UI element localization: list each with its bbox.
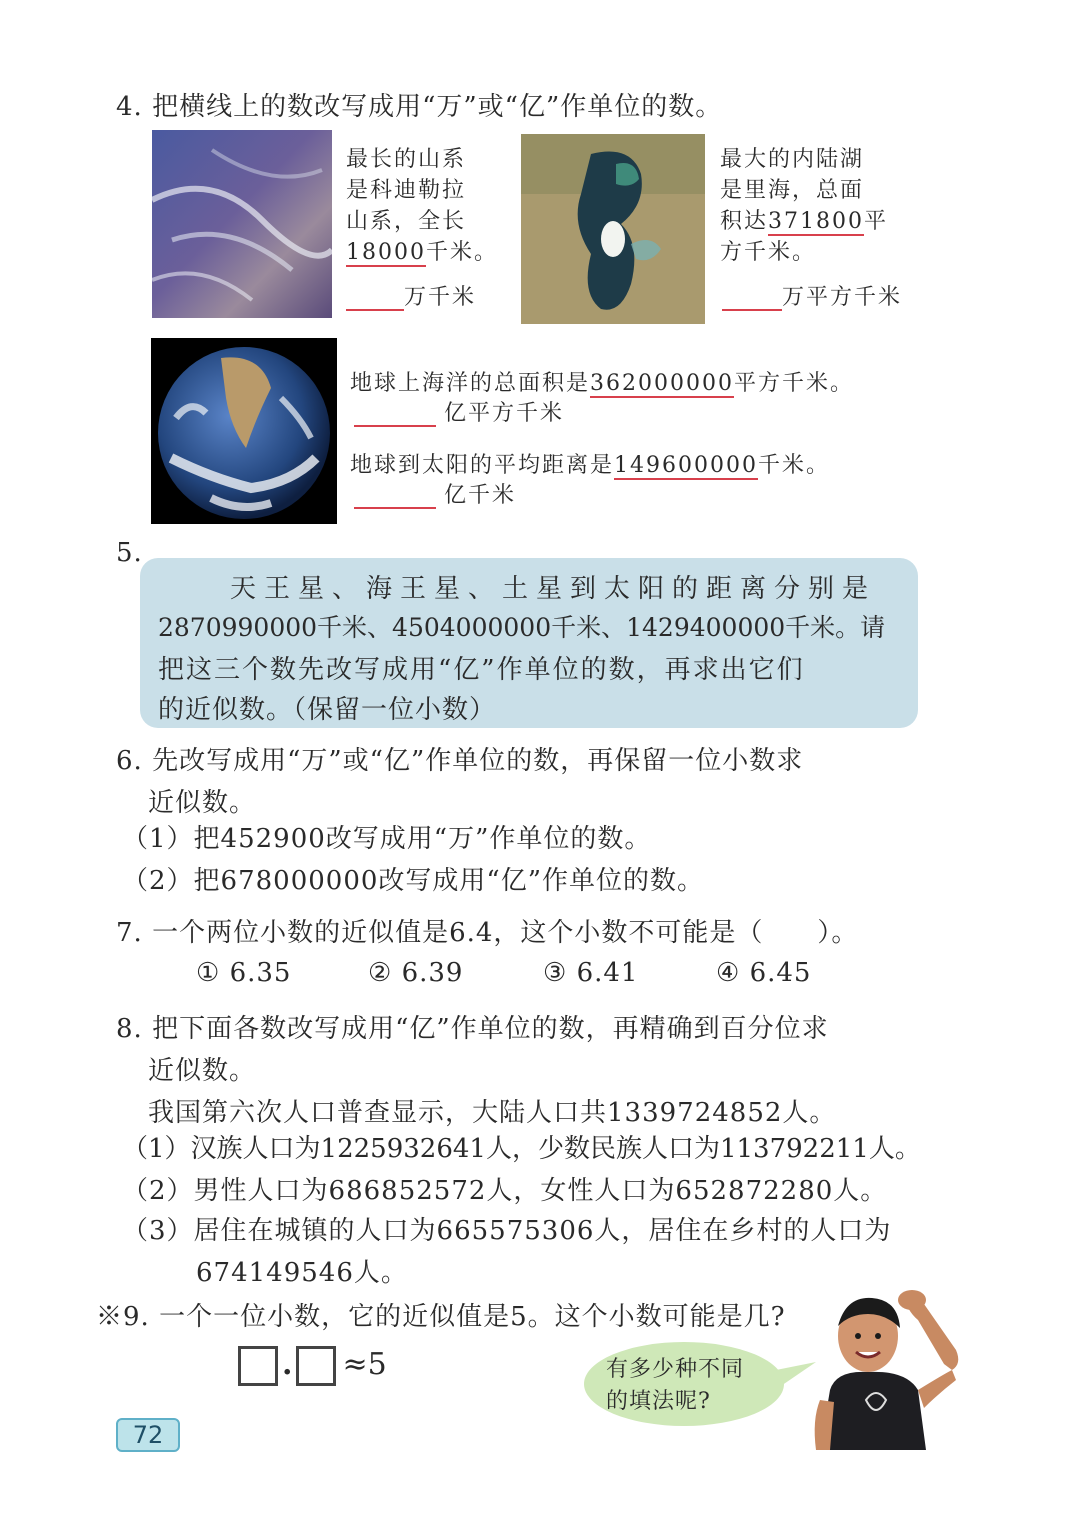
q8-title: 8. 把下面各数改写成用“亿”作单位的数，再精确到百分位求 [116,1014,829,1044]
q9-approx: ≈5 [342,1347,387,1382]
lake-prefix: 积达 [720,209,769,234]
bubble-line-1: 有多少种不同 [606,1357,745,1382]
ocean-answer-blank[interactable] [354,399,436,427]
q7-option-4[interactable]: ④ 6.45 [716,958,812,988]
lake-suffix: 平 [864,209,889,234]
ocean-suffix: 平方千米。 [734,371,855,396]
bubble-line-2: 的填法呢? [606,1389,711,1414]
ocean-answer-unit: 亿平方千米 [444,401,565,426]
sun-number: 149600000 [614,453,758,478]
mountain-line-2: 是科迪勒拉 [346,178,467,203]
ocean-prefix: 地球上海洋的总面积是 [350,371,591,396]
sun-line [350,448,830,479]
lake-line-1: 最大的内陆湖 [720,147,865,172]
boy-illustration [806,1290,982,1450]
sun-prefix: 地球到太阳的平均距离是 [350,453,615,478]
q9-title: ※9. 一个一位小数，它的近似值是5。这个小数可能是几? [96,1302,786,1332]
q8-item-3-cont: 674149546人。 [196,1258,408,1288]
mountain-line-3: 山系，全长 [346,209,467,234]
mountain-number-suffix: 千米。 [426,240,499,265]
q6-item-1: （1）把452900改写成用“万”作单位的数。 [122,824,652,854]
q4-title: 4. 把横线上的数改写成用“万”或“亿”作单位的数。 [116,92,723,122]
q5-number: 5. [116,538,143,568]
sun-suffix: 千米。 [758,453,831,478]
q5-line-3: 把这三个数先改写成用“亿”作单位的数，再求出它们 [158,655,805,685]
q8-item-2: （2）男性人口为686852572人，女性人口为652872280人。 [122,1176,888,1206]
mountain-number: 18000 [346,240,426,265]
q7-option-1[interactable]: ① 6.35 [196,958,292,988]
q9-equation [238,1346,387,1386]
q9-decimal-box[interactable] [296,1346,336,1386]
caspian-sea-photo [521,134,705,324]
q6-title-cont: 近似数。 [148,788,257,818]
mountain-answer [346,280,476,311]
ocean-answer [354,396,564,427]
mountain-photo [152,130,332,318]
q8-item-1: （1）汉族人口为1225932641人，少数民族人口为113792211人。 [122,1134,921,1164]
q6-title: 6. 先改写成用“万”或“亿”作单位的数，再保留一位小数求 [116,746,804,776]
page-number: 72 [116,1418,180,1452]
q5-line-4: 的近似数。（保留一位小数） [158,695,497,725]
q7-option-3[interactable]: ③ 6.41 [543,958,639,988]
q8-item-3: （3）居住在城镇的人口为665575306人，居住在乡村的人口为 [122,1216,892,1246]
lake-answer-unit: 万平方千米 [782,285,903,310]
mountain-line-1: 最长的山系 [346,147,467,172]
lake-line-4: 方千米。 [720,240,817,265]
q9-integer-box[interactable] [238,1346,278,1386]
lake-answer-blank[interactable] [722,283,782,311]
q8-intro: 我国第六次人口普查显示，大陆人口共1339724852人。 [148,1098,837,1128]
sun-answer [354,478,516,509]
lake-line-3 [720,204,888,235]
q7-title: 7. 一个两位小数的近似值是6.4，这个小数不可能是（ ）。 [116,918,859,948]
q6-item-2: （2）把678000000改写成用“亿”作单位的数。 [122,866,705,896]
earth-photo [151,338,337,524]
lake-number: 371800 [768,209,864,234]
q8-title-cont: 近似数。 [148,1056,257,1086]
sun-answer-blank[interactable] [354,481,436,509]
sun-answer-unit: 亿千米 [444,483,517,508]
q5-line-1: 天王星、海王星、土星到太阳的距离分别是 [230,574,877,604]
q5-line-2: 2870990000千米、4504000000千米、1429400000千米。请 [158,613,886,642]
lake-answer [722,280,902,311]
lake-line-2: 是里海，总面 [720,178,865,203]
mountain-line-4 [346,235,498,266]
mountain-answer-blank[interactable] [346,283,404,311]
speech-bubble [584,1342,784,1426]
mountain-answer-unit: 万千米 [404,285,477,310]
q9-decimal-point: . [282,1347,293,1382]
q7-option-2[interactable]: ② 6.39 [368,958,464,988]
ocean-number: 362000000 [590,371,734,396]
ocean-line [350,366,854,397]
q5-problem-box [140,558,918,728]
